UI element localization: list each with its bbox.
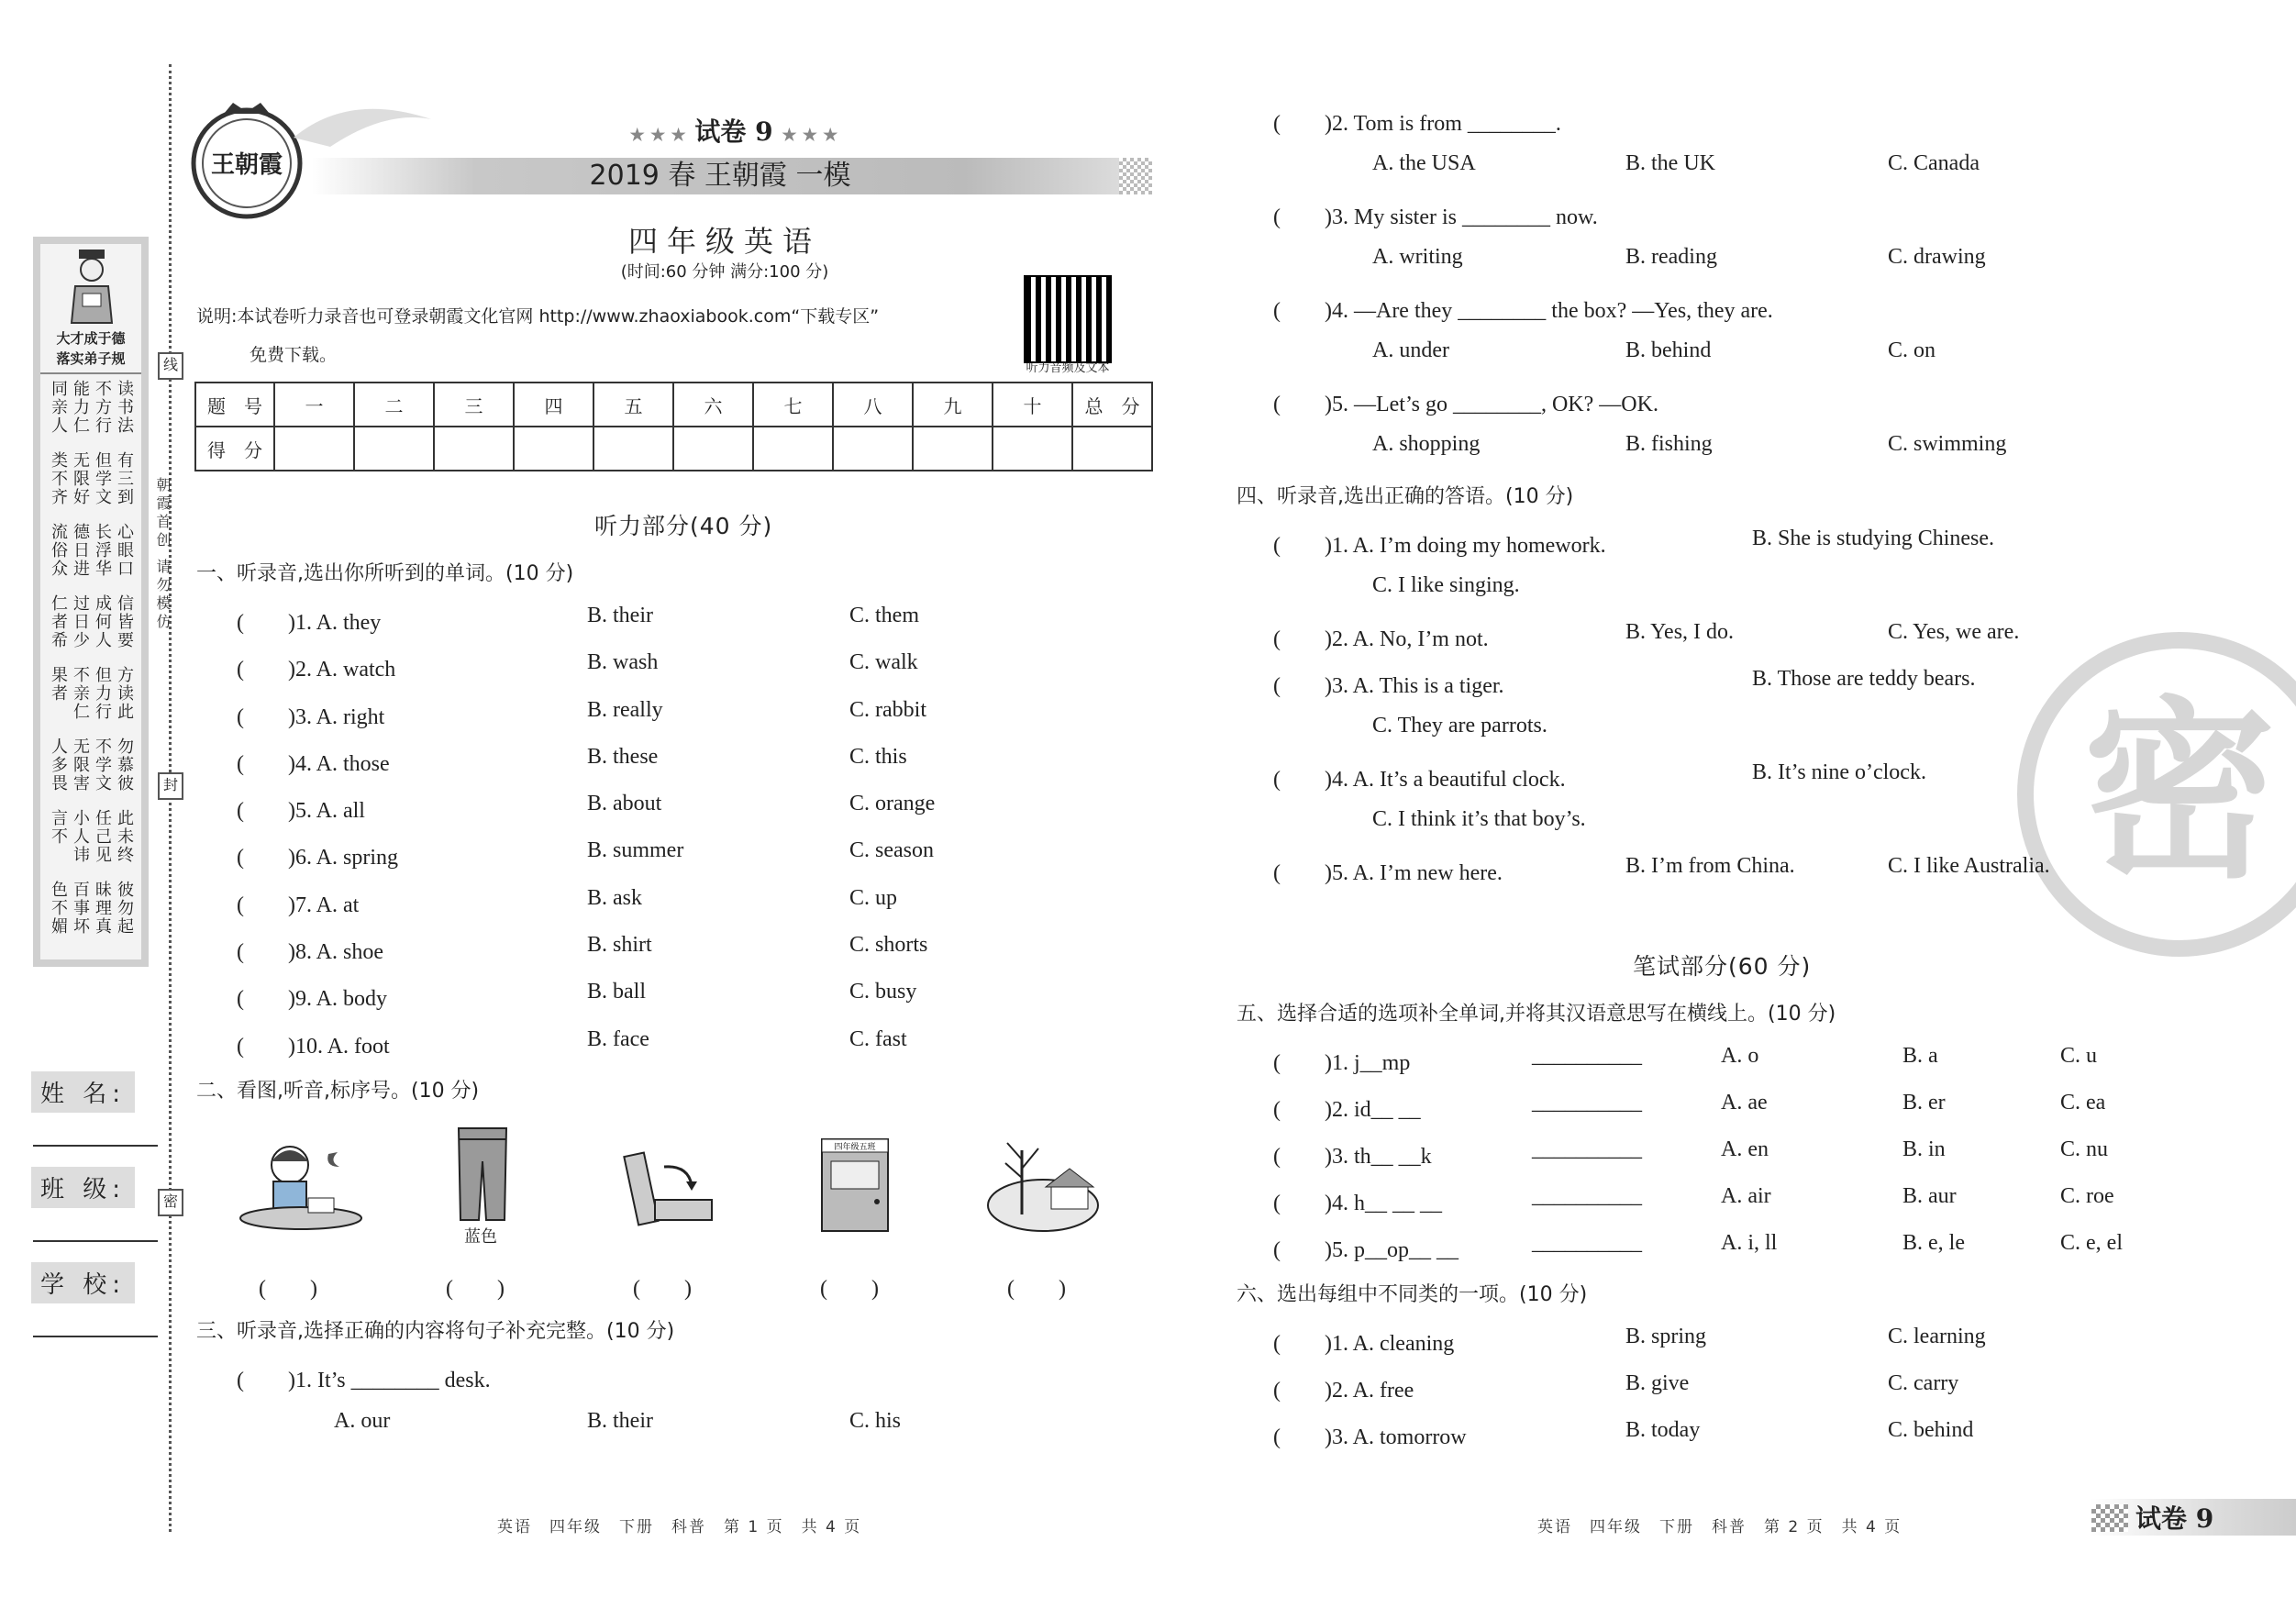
question-row — [1273, 292, 2282, 338]
motto-col: 能力仁 — [71, 380, 90, 435]
option-c: C. rabbit — [849, 697, 926, 722]
section-5-heading: 五、选择合适的选项补全单词,并将其汉语意思写在横线上。(10 分) — [1237, 1003, 1836, 1026]
section-6-list — [1273, 1325, 2282, 1465]
option-c: C. learning — [1888, 1325, 1986, 1348]
option-a: ( )3. A. right — [237, 704, 385, 729]
option-a: ( )4. A. It’s a beautiful clock. — [1273, 768, 1566, 792]
question-row — [1273, 105, 2282, 151]
option-c: C. Canada — [1888, 151, 1980, 175]
option-a: ( )2. A. No, I’m not. — [1273, 627, 1489, 651]
question-word: ( )5. p__op__ __ — [1273, 1238, 1459, 1262]
answer-blank[interactable]: __________ — [1532, 1137, 1642, 1161]
score-cell[interactable] — [593, 427, 673, 471]
question-row — [1273, 385, 2282, 432]
option-a: A. o — [1721, 1044, 1759, 1068]
motto-col: 有三到 — [115, 451, 134, 506]
picture-classroom-door — [818, 1137, 892, 1233]
picture-blue-pants — [453, 1125, 512, 1225]
star-icon: ★ ★ ★ — [629, 126, 686, 145]
list-item — [237, 604, 1026, 650]
option-a: ( )2. A. watch — [237, 658, 396, 682]
motto-group — [40, 666, 141, 721]
list-item — [237, 933, 1026, 980]
list-item — [237, 745, 1026, 792]
option-c: C. behind — [1888, 1418, 1974, 1442]
question-text: ( )2. Tom is from ________. — [1273, 112, 1561, 136]
question-row — [1273, 198, 2282, 245]
cut-mark-secret: 密 — [158, 1189, 183, 1216]
section-1-list — [237, 604, 1026, 1074]
motto-group — [40, 738, 141, 793]
class-label: 班 级: — [31, 1167, 135, 1208]
motto-col: 不亲仁 — [71, 666, 90, 721]
list-item — [1273, 807, 2282, 854]
option-a: ( )5. A. all — [237, 799, 365, 824]
motto-col: 同亲人 — [49, 380, 68, 435]
motto-col: 无限好 — [71, 451, 90, 506]
option-b: B. behind — [1625, 338, 1712, 362]
option-c: C. his — [849, 1409, 902, 1433]
score-cell[interactable] — [1072, 427, 1152, 471]
name-field[interactable] — [33, 1145, 158, 1147]
option-c: C. on — [1888, 338, 1936, 362]
option-b: B. shirt — [587, 933, 652, 958]
picture-caption-blue: 蓝色 — [464, 1227, 497, 1247]
motto-col: 彼勿起 — [115, 881, 134, 936]
table-cell: 总 分 — [1072, 383, 1152, 427]
cut-mark-line: 线 — [158, 352, 183, 380]
motto-col: 方读此 — [115, 666, 134, 721]
option-a: A. i, ll — [1721, 1231, 1778, 1255]
option-a: ( )1. A. cleaning — [1273, 1332, 1455, 1356]
table-cell: 题 号 — [195, 383, 274, 427]
question-word: ( )2. id__ __ — [1273, 1098, 1421, 1122]
list-item — [1273, 527, 2282, 573]
motto-col: 此未终 — [115, 809, 134, 864]
option-c: C. ea — [2060, 1091, 2106, 1115]
option-a: A. our — [334, 1409, 391, 1433]
option-c: C. season — [849, 838, 934, 863]
option-row — [1273, 338, 2282, 385]
motto-col: 人多畏 — [49, 738, 68, 793]
option-c: C. carry — [1888, 1371, 1959, 1395]
list-item — [1273, 854, 2282, 901]
motto-group — [40, 881, 141, 936]
writing-title: 笔试部分(60 分) — [1633, 953, 1812, 980]
table-cell: 五 — [593, 383, 673, 427]
motto-group — [40, 594, 141, 649]
page-title: 2019 春 王朝霞 一模 — [589, 160, 851, 192]
option-c: C. busy — [849, 980, 917, 1004]
option-c: C. I think it’s that boy’s. — [1372, 807, 1586, 831]
table-cell: 八 — [833, 383, 913, 427]
option-b: B. about — [587, 792, 662, 816]
list-item — [1273, 1044, 2282, 1091]
motto-col: 德日进 — [71, 523, 90, 578]
option-b: B. aur — [1902, 1184, 1957, 1208]
motto-col: 不方行 — [93, 380, 112, 435]
motto-col: 百事坏 — [71, 881, 90, 936]
motto-col: 无限害 — [71, 738, 90, 793]
star-icon: ★ ★ ★ — [782, 126, 838, 145]
option-c: C. fast — [849, 1026, 907, 1051]
option-b: B. It’s nine o’clock. — [1752, 760, 1926, 784]
class-field[interactable] — [33, 1240, 158, 1242]
strip-slogan-2: 落实弟子规 — [56, 350, 126, 367]
option-c: C. I like Australia. — [1888, 854, 2050, 878]
cut-mark-seal: 封 — [158, 772, 183, 800]
option-a: ( )2. A. free — [1273, 1379, 1414, 1403]
question-word: ( )3. th__ __k — [1273, 1145, 1432, 1169]
qr-code-icon[interactable] — [1024, 275, 1112, 363]
option-b: B. the UK — [1625, 151, 1715, 175]
strip-slogan-1: 大才成于德 — [56, 330, 126, 347]
table-cell: 六 — [673, 383, 753, 427]
motto-col: 过日少 — [71, 594, 90, 649]
picture-boy-homework — [237, 1134, 365, 1235]
table-cell: 十 — [993, 383, 1072, 427]
list-item — [1273, 1325, 2282, 1371]
motto-col: 读书法 — [115, 380, 134, 435]
question-text: ( )3. My sister is ________ now. — [1273, 205, 1598, 229]
option-a: A. ae — [1721, 1091, 1768, 1115]
svg-text:四年级五班: 四年级五班 — [834, 1143, 876, 1152]
picture-winter-house — [985, 1132, 1101, 1235]
option-b: B. I’m from China. — [1625, 854, 1795, 878]
svg-text:王朝霞: 王朝霞 — [210, 151, 283, 179]
score-cell[interactable] — [514, 427, 593, 471]
option-b: B. ball — [587, 980, 646, 1004]
brand-logo — [187, 101, 306, 220]
list-item — [1273, 667, 2282, 714]
list-item — [1273, 1137, 2282, 1184]
section-4-heading: 四、听录音,选出正确的答语。(10 分) — [1237, 485, 1574, 508]
option-c: C. u — [2060, 1044, 2098, 1068]
option-c: C. up — [849, 885, 898, 910]
list-item — [237, 1027, 1026, 1074]
option-c: C. Yes, we are. — [1888, 620, 2020, 644]
motto-col: 不学文 — [93, 738, 112, 793]
option-a: ( )3. A. This is a tiger. — [1273, 674, 1504, 698]
section-1-heading: 一、听录音,选出你所听到的单词。(10 分) — [196, 562, 574, 585]
section-3-heading: 三、听录音,选择正确的内容将句子补充完整。(10 分) — [196, 1320, 675, 1343]
motto-col: 任己见 — [93, 809, 112, 864]
option-b: B. reading — [1625, 245, 1717, 269]
section-2-heading: 二、看图,听音,标序号。(10 分) — [196, 1080, 480, 1103]
score-table-header-row — [195, 383, 1152, 427]
motto-col: 仁者希 — [49, 594, 68, 649]
option-c: C. drawing — [1888, 245, 1986, 269]
motto-col: 长浮华 — [93, 523, 112, 578]
answer-blank[interactable]: __________ — [1532, 1184, 1642, 1208]
option-c: C. orange — [849, 792, 936, 816]
option-b: B. er — [1902, 1091, 1946, 1115]
exam-tag — [596, 112, 871, 149]
option-row — [1273, 245, 2282, 292]
answer-bracket[interactable]: ( ) — [259, 1277, 317, 1301]
motto-col: 勿慕彼 — [115, 738, 134, 793]
option-c: C. e, el — [2060, 1231, 2123, 1255]
option-a: A. en — [1721, 1137, 1769, 1161]
motto-col: 类不齐 — [49, 451, 68, 506]
answer-blank[interactable]: __________ — [1532, 1044, 1642, 1068]
table-cell: 九 — [913, 383, 993, 427]
option-b: B. summer — [587, 838, 684, 863]
section-4-list — [1273, 527, 2282, 901]
option-a: A. air — [1721, 1184, 1771, 1208]
option-c: C. I like singing. — [1372, 573, 1520, 597]
footer-tag: 试卷 9 — [2135, 1503, 2214, 1534]
option-b: B. She is studying Chinese. — [1752, 527, 1995, 550]
option-c: C. roe — [2060, 1184, 2114, 1208]
list-item — [1273, 620, 2282, 667]
option-b: B. these — [587, 744, 659, 769]
binding-strip — [33, 237, 149, 967]
side-note: 朝霞首创 请勿模仿 — [154, 477, 172, 633]
list-item — [237, 980, 1026, 1026]
section-5-list — [1273, 1044, 2282, 1278]
option-row — [1273, 151, 2282, 198]
motto-col: 但力行 — [93, 666, 112, 721]
list-item — [1273, 760, 2282, 807]
note-line-2: 免费下载。 — [250, 345, 338, 365]
question-word: ( )1. j__mp — [1273, 1051, 1411, 1075]
option-b: B. in — [1902, 1137, 1946, 1161]
option-b: B. today — [1625, 1418, 1701, 1442]
motto-col: 心眼口 — [115, 523, 134, 578]
svg-text:密: 密 — [2082, 680, 2277, 904]
option-a: ( )3. A. tomorrow — [1273, 1425, 1467, 1449]
footer-checker — [2091, 1504, 2128, 1532]
footer-left: 英语 四年级 下册 科普 第 1 页 共 4 页 — [497, 1518, 862, 1536]
list-item — [1273, 1418, 2282, 1465]
option-b: B. give — [1625, 1371, 1690, 1395]
score-table-score-row — [195, 427, 1152, 471]
option-b: B. their — [587, 1409, 653, 1433]
motto-col: 流俗众 — [49, 523, 68, 578]
option-a: ( )7. A. at — [237, 893, 360, 917]
ribbon-decoration — [294, 101, 440, 156]
checker-decoration — [1119, 158, 1152, 194]
exam-tag-text: 试卷 9 — [694, 116, 773, 147]
table-cell: 得 分 — [195, 427, 274, 471]
score-cell[interactable] — [274, 427, 354, 471]
footer-right: 英语 四年级 下册 科普 第 2 页 共 4 页 — [1537, 1518, 1902, 1536]
answer-bracket[interactable]: ( ) — [633, 1277, 692, 1301]
strip-divider — [40, 372, 141, 374]
option-c: C. They are parrots. — [1372, 714, 1547, 738]
option-b: B. ask — [587, 885, 642, 910]
option-a: ( )10. A. foot — [237, 1034, 390, 1059]
motto-col: 成何人 — [93, 594, 112, 649]
option-c: C. them — [849, 604, 919, 627]
motto-col: 果者 — [49, 666, 68, 703]
motto-col: 小人讳 — [71, 809, 90, 864]
name-label: 姓 名: — [31, 1071, 135, 1113]
answer-bracket[interactable]: ( ) — [820, 1277, 879, 1301]
table-cell: 二 — [354, 383, 434, 427]
motto-group — [40, 451, 141, 506]
answer-bracket[interactable]: ( ) — [446, 1277, 505, 1301]
list-item — [1273, 1091, 2282, 1137]
motto-group — [40, 809, 141, 864]
motto-col: 信皆要 — [115, 594, 134, 649]
question-text: ( )4. —Are they ________ the box? —Yes, they are. — [1273, 299, 1773, 323]
option-a: A. shopping — [1372, 432, 1481, 456]
table-cell: 三 — [434, 383, 514, 427]
score-cell[interactable] — [993, 427, 1072, 471]
score-cell[interactable] — [673, 427, 753, 471]
option-a: A. under — [1372, 338, 1449, 362]
motto-col: 但学文 — [93, 451, 112, 506]
option-b: B. Yes, I do. — [1625, 620, 1735, 644]
list-item — [1273, 573, 2282, 620]
option-a: ( )1. A. they — [237, 611, 382, 635]
question-text: ( )1. It’s ________ desk. — [237, 1369, 491, 1392]
option-c: C. nu — [2060, 1137, 2109, 1161]
list-item — [237, 838, 1026, 885]
qr-caption: 听力音频及文本 — [1026, 361, 1110, 375]
option-row — [1273, 432, 2282, 479]
motto-col: 言不 — [49, 809, 68, 846]
option-a: A. the USA — [1372, 151, 1476, 175]
list-item — [237, 886, 1026, 933]
option-a: ( )4. A. those — [237, 751, 390, 776]
option-b: B. fishing — [1625, 432, 1713, 456]
option-a: ( )1. A. I’m doing my homework. — [1273, 534, 1606, 558]
option-b: B. spring — [1625, 1325, 1707, 1348]
school-field[interactable] — [33, 1336, 158, 1337]
question-text: ( )5. —Let’s go ________, OK? —OK. — [1273, 393, 1658, 416]
score-cell[interactable] — [913, 427, 993, 471]
option-b: B. Those are teddy bears. — [1752, 667, 1976, 691]
option-a: ( )6. A. spring — [237, 846, 398, 871]
option-c: C. shorts — [849, 933, 928, 958]
section-6-heading: 六、选出每组中不同类的一项。(10 分) — [1237, 1283, 1588, 1306]
score-cell[interactable] — [354, 427, 434, 471]
option-a: ( )9. A. body — [237, 987, 387, 1012]
score-table — [194, 382, 1153, 471]
mottos — [40, 380, 141, 958]
table-cell: 七 — [753, 383, 833, 427]
option-b: B. face — [587, 1026, 649, 1051]
table-cell: 四 — [514, 383, 593, 427]
score-cell[interactable] — [833, 427, 913, 471]
list-item — [237, 792, 1026, 838]
option-b: B. their — [587, 604, 653, 627]
list-item — [1273, 1184, 2282, 1231]
student-figure-icon — [66, 250, 117, 327]
score-cell[interactable] — [753, 427, 833, 471]
table-cell: 一 — [274, 383, 354, 427]
time-info: (时间:60 分钟 满分:100 分) — [620, 262, 829, 282]
answer-blank[interactable]: __________ — [1532, 1231, 1642, 1255]
motto-col: 色不媚 — [49, 881, 68, 936]
note-line-1: 说明:本试卷听力录音也可登录朝霞文化官网 http://www.zhaoxiabook.com“下载专区” — [196, 306, 880, 327]
option-a: A. writing — [1372, 245, 1463, 269]
option-c: C. walk — [849, 650, 918, 675]
picture-ruler — [618, 1148, 719, 1231]
option-b: B. e, le — [1902, 1231, 1965, 1255]
score-cell[interactable] — [434, 427, 514, 471]
option-c: C. swimming — [1888, 432, 2007, 456]
list-item — [1273, 714, 2282, 760]
option-b: B. really — [587, 697, 663, 722]
motto-group — [40, 523, 141, 578]
option-b: B. a — [1902, 1044, 1938, 1068]
section-3-continued — [1273, 105, 2282, 479]
list-item — [1273, 1371, 2282, 1418]
listening-title: 听力部分(40 分) — [594, 513, 773, 539]
subject-title: 四年级英语 — [627, 224, 821, 259]
list-item — [237, 650, 1026, 697]
option-a: ( )8. A. shoe — [237, 940, 383, 965]
option-b: B. wash — [587, 650, 659, 675]
answer-bracket[interactable]: ( ) — [1007, 1277, 1066, 1301]
motto-group — [40, 380, 141, 435]
list-item — [1273, 1231, 2282, 1278]
school-label: 学 校: — [31, 1262, 135, 1303]
question-word: ( )4. h__ __ __ — [1273, 1192, 1442, 1215]
motto-col: 昧理真 — [93, 881, 112, 936]
option-c: C. this — [849, 744, 907, 769]
list-item — [237, 698, 1026, 745]
answer-blank[interactable]: __________ — [1532, 1091, 1642, 1115]
option-a: ( )5. A. I’m new here. — [1273, 861, 1503, 885]
